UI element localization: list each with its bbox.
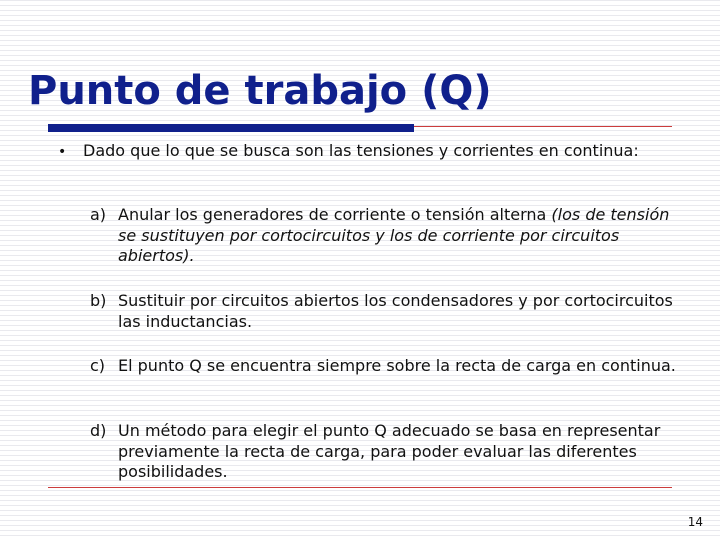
intro-bullet-text: Dado que lo que se busca son las tensiones y corrientes en continua: xyxy=(83,141,639,160)
footer-divider-line xyxy=(48,487,672,488)
title-divider-line xyxy=(414,126,672,127)
list-item-text xyxy=(118,205,690,267)
list-marker: a) xyxy=(90,205,107,224)
bullet-icon: • xyxy=(58,144,67,160)
item-italic-note: (los de tensión se sustituyen por cortocircuitos y los de corriente por circuitos abiertos). xyxy=(118,205,670,265)
list-item-text: Un método para elegir el punto Q adecuado se basa en representar previamente la recta de carga, para poder evaluar las diferentes posibilidades. xyxy=(118,421,661,481)
list-item-a xyxy=(90,205,690,267)
list-marker: c) xyxy=(90,356,106,375)
list-item-c xyxy=(90,356,690,377)
list-item-text: Sustituir por circuitos abiertos los condensadores y por cortocircuitos las inductancias. xyxy=(118,291,673,331)
list-item-d xyxy=(90,421,690,483)
slide-title: Punto de trabajo (Q) xyxy=(28,68,492,114)
title-underline-bar xyxy=(48,124,414,132)
page-number: 14 xyxy=(687,515,703,529)
list-marker: d) xyxy=(90,421,107,440)
list-item-text: El punto Q se encuentra siempre sobre la recta de carga en continua. xyxy=(118,356,676,375)
list-item-b xyxy=(90,291,690,332)
item-main-text: Anular los generadores de corriente o tensión alterna xyxy=(118,205,547,224)
list-marker: b) xyxy=(90,291,107,310)
